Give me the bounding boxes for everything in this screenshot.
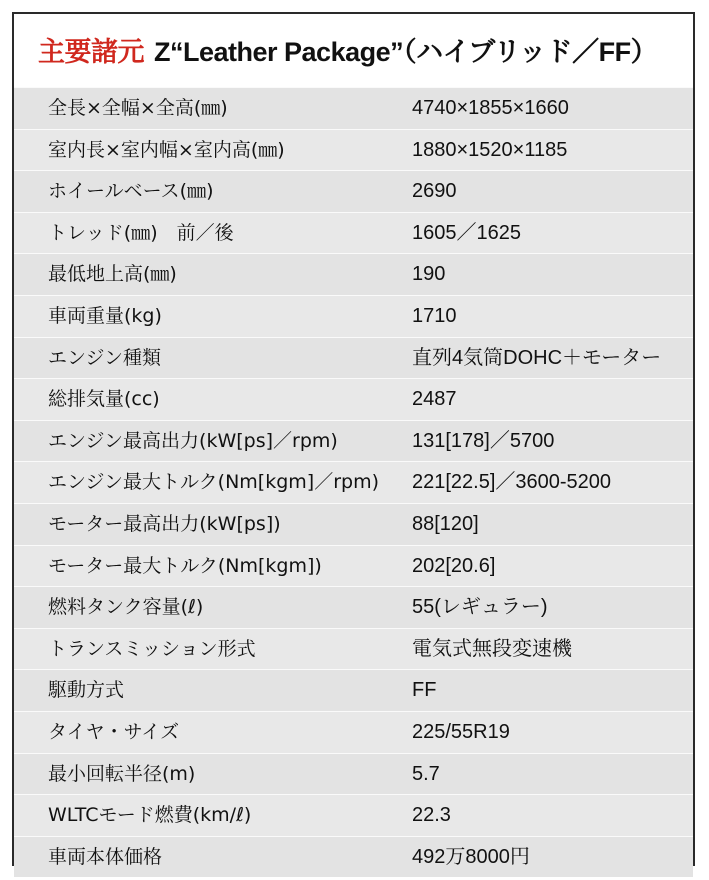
spec-row — [14, 337, 693, 379]
spec-label: エンジン最高出力(kW[ps]／rpm) — [48, 429, 338, 452]
spec-label: WLTCモード燃費(km/ℓ) — [48, 804, 252, 827]
spec-row — [14, 836, 693, 878]
spec-row — [14, 461, 693, 503]
spec-value: 492万8000円 — [412, 845, 530, 868]
spec-row — [14, 420, 693, 462]
spec-value: 4740×1855×1660 — [412, 97, 569, 119]
spec-table — [12, 12, 695, 866]
spec-row — [14, 794, 693, 836]
spec-value: 電気式無段変速機 — [412, 637, 572, 660]
spec-row — [14, 503, 693, 545]
spec-row — [14, 253, 693, 295]
title-label: 主要諸元 — [38, 37, 144, 68]
title-model: Z“Leather Package”（ハイブリッド／FF） — [154, 37, 658, 67]
spec-label: 車両本体価格 — [48, 845, 163, 868]
spec-row — [14, 545, 693, 587]
spec-value: 131[178]／5700 — [412, 429, 555, 452]
spec-label: トランスミッション形式 — [48, 637, 256, 660]
spec-value: 1605／1625 — [412, 221, 521, 244]
spec-value: 190 — [412, 263, 446, 286]
spec-label: モーター最高出力(kW[ps]) — [48, 512, 281, 535]
spec-label: 燃料タンク容量(ℓ) — [48, 596, 204, 619]
spec-value: 221[22.5]／3600-5200 — [412, 471, 612, 494]
spec-row — [14, 669, 693, 711]
spec-value: 5.7 — [412, 762, 440, 785]
spec-row — [14, 212, 693, 254]
spec-label: エンジン最大トルク(Nm[kgm]／rpm) — [48, 471, 379, 494]
spec-value: FF — [412, 679, 437, 702]
spec-row — [14, 129, 693, 171]
spec-label: エンジン種類 — [48, 346, 162, 369]
spec-label: 車両重量(kg) — [48, 304, 162, 327]
spec-value: 22.3 — [412, 804, 451, 827]
table-title — [38, 28, 657, 76]
spec-rows — [14, 87, 693, 877]
spec-label: 最低地上高(㎜) — [48, 263, 177, 286]
spec-value: 202[20.6] — [412, 554, 496, 577]
spec-row — [14, 170, 693, 212]
spec-row — [14, 87, 693, 129]
spec-label: モーター最大トルク(Nm[kgm]) — [48, 554, 322, 577]
spec-label: 総排気量(cc) — [48, 388, 160, 411]
spec-label: トレッド(㎜) 前／後 — [48, 221, 234, 244]
spec-label: 最小回転半径(m) — [48, 762, 196, 785]
spec-row — [14, 378, 693, 420]
spec-value: 直列4気筒DOHC＋モーター — [412, 346, 662, 369]
spec-row — [14, 628, 693, 670]
spec-row — [14, 586, 693, 628]
spec-label: 駆動方式 — [48, 679, 125, 702]
spec-label: ホイールベース(㎜) — [48, 180, 214, 203]
spec-value: 225/55R19 — [412, 720, 510, 743]
spec-value: 88[120] — [412, 512, 479, 535]
spec-row — [14, 753, 693, 795]
spec-row — [14, 711, 693, 753]
spec-value: 1710 — [412, 304, 457, 327]
spec-label: 全長×全幅×全高(㎜) — [48, 97, 228, 119]
spec-label: タイヤ・サイズ — [48, 720, 180, 743]
spec-row — [14, 295, 693, 337]
spec-label: 室内長×室内幅×室内高(㎜) — [48, 138, 285, 161]
spec-value: 2690 — [412, 180, 457, 203]
spec-value: 2487 — [412, 388, 457, 411]
spec-value: 1880×1520×1185 — [412, 138, 568, 161]
spec-value: 55(レギュラー) — [412, 596, 548, 619]
